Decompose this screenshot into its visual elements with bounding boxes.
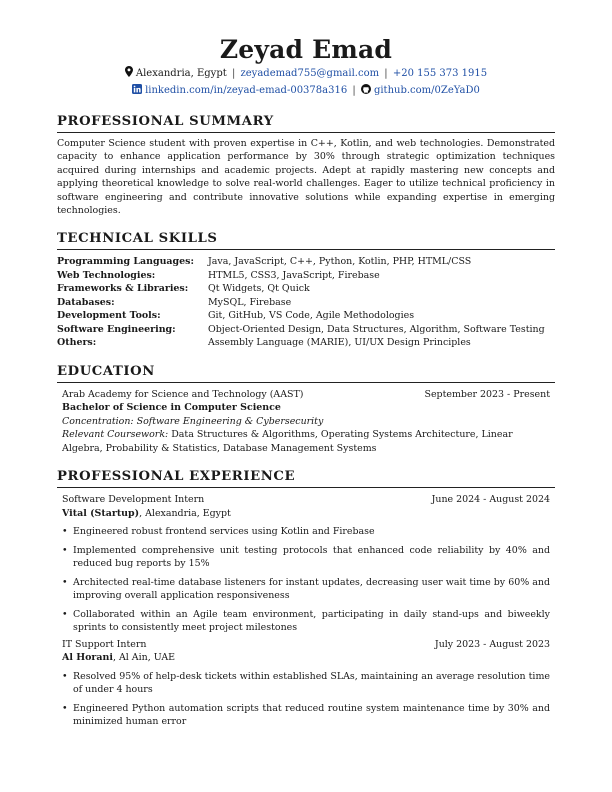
job-company-line	[62, 507, 550, 521]
job-location: , Al Ain, UAE	[112, 652, 176, 664]
skill-label: Development Tools:	[57, 310, 161, 322]
skill-label: Others:	[57, 337, 97, 349]
list-item: • Implemented comprehensive unit testing protocols that enhanced code reliability by 40% and reduced bug reports by 15%	[62, 544, 550, 571]
github-icon	[361, 84, 371, 100]
education-entry	[57, 388, 555, 456]
skill-label: Databases:	[57, 296, 115, 308]
job-entry	[57, 493, 555, 635]
summary-section	[57, 114, 555, 217]
job-company-line	[62, 651, 550, 665]
degree: Bachelor of Science in Computer Science	[62, 402, 281, 414]
separator: |	[352, 85, 356, 96]
job-dates: July 2023 - August 2023	[434, 638, 550, 650]
skills-section	[57, 231, 555, 350]
section-title-summary: PROFESSIONAL SUMMARY	[57, 114, 555, 133]
summary-text: Computer Science student with proven expertise in C++, Kotlin, and web technologies. Demonstrated capacity to enhance application performance by 30% through strategic optimization techniques acquired during internships and academic projects. Adept at rapidly mastering new concepts and applying theoretical knowledge to solve real-world challenges. Eager to utilize technical proficiency in software engineering and contribute innovative solutions while expanding expertise in emerging technologies.	[57, 138, 555, 217]
section-title-experience: PROFESSIONAL EXPERIENCE	[57, 469, 555, 488]
skill-value: Qt Widgets, Qt Quick	[208, 283, 310, 295]
concentration: Concentration: Software Engineering & Cybersecurity	[62, 415, 324, 427]
resume-page	[57, 34, 555, 729]
education-dates: September 2023 - Present	[424, 388, 550, 400]
skill-label: Frameworks & Libraries:	[57, 283, 189, 295]
job-dates: June 2024 - August 2024	[431, 494, 550, 506]
education-section	[57, 364, 555, 456]
coursework-list: Data Structures & Algorithms, Operating Systems Architecture, Linear Algebra, Probability & Statistics, Database Management Systems	[62, 429, 513, 454]
list-item: • Engineered Python automation scripts that reduced routine system maintenance time by 30% and minimized human error	[62, 702, 550, 729]
list-item: • Resolved 95% of help-desk tickets within established SLAs, maintaining an average resolution time of under 4 hours	[62, 670, 550, 697]
section-title-education: EDUCATION	[57, 364, 555, 383]
skill-row	[57, 323, 555, 337]
education-header-row	[62, 388, 550, 402]
job-bullets	[62, 670, 550, 729]
job-company: Al Horani	[62, 652, 113, 664]
linkedin-icon	[132, 84, 142, 100]
list-item: • Collaborated within an Agile team environment, participating in daily stand-ups and biweekly sprints to consistently meet project milestones	[62, 608, 550, 635]
separator: |	[231, 68, 236, 79]
skill-row	[57, 269, 555, 283]
job-location: , Alexandria, Egypt	[139, 507, 231, 519]
skill-value: Assembly Language (MARIE), UI/UX Design Principles	[208, 337, 471, 349]
job-header-row	[62, 638, 550, 652]
phone-link[interactable]: +20 155 373 1915	[392, 68, 488, 79]
github-link[interactable]: github.com/0ZeYaD0	[373, 85, 480, 96]
job-role: IT Support Intern	[62, 638, 147, 650]
skill-value: Object-Oriented Design, Data Structures, Algorithm, Software Testing	[208, 323, 545, 335]
experience-section	[57, 469, 555, 729]
job-role: Software Development Intern	[62, 494, 205, 506]
linkedin-link[interactable]: linkedin.com/in/zeyad-emad-00378a316	[145, 85, 348, 96]
email-link[interactable]: zeyademad755@gmail.com	[240, 68, 380, 79]
separator: |	[384, 68, 388, 79]
contact-line-2	[57, 83, 555, 100]
list-item: • Engineered robust frontend services using Kotlin and Firebase	[62, 525, 550, 539]
map-marker-icon	[125, 66, 133, 83]
skill-row	[57, 336, 555, 350]
skills-list	[57, 255, 555, 350]
skill-label: Programming Languages:	[57, 256, 194, 268]
job-entry	[57, 638, 555, 729]
section-title-skills: TECHNICAL SKILLS	[57, 231, 555, 250]
skill-row	[57, 255, 555, 269]
location-text: Alexandria, Egypt	[135, 68, 227, 79]
list-item: • Architected real-time database listeners for instant updates, decreasing user wait time by 60% and improving overall application responsiveness	[62, 576, 550, 603]
skill-row	[57, 309, 555, 323]
contact-line-1	[57, 66, 555, 83]
skill-value: Java, JavaScript, C++, Python, Kotlin, PHP, HTML/CSS	[208, 256, 472, 268]
skill-value: Git, GitHub, VS Code, Agile Methodologies	[208, 310, 415, 322]
coursework	[62, 428, 550, 455]
skill-row	[57, 282, 555, 296]
skill-label: Web Technologies:	[57, 269, 156, 281]
job-bullets	[62, 525, 550, 635]
candidate-name: Zeyad Emad	[219, 35, 393, 64]
school-name: Arab Academy for Science and Technology (AAST)	[62, 388, 304, 400]
job-company: Vital (Startup)	[62, 507, 140, 519]
skill-row	[57, 296, 555, 310]
job-header-row	[62, 493, 550, 507]
skill-value: MySQL, Firebase	[208, 296, 292, 308]
skill-label: Software Engineering:	[57, 323, 176, 335]
skill-value: HTML5, CSS3, JavaScript, Firebase	[208, 269, 380, 281]
coursework-label: Relevant Coursework:	[62, 429, 169, 441]
